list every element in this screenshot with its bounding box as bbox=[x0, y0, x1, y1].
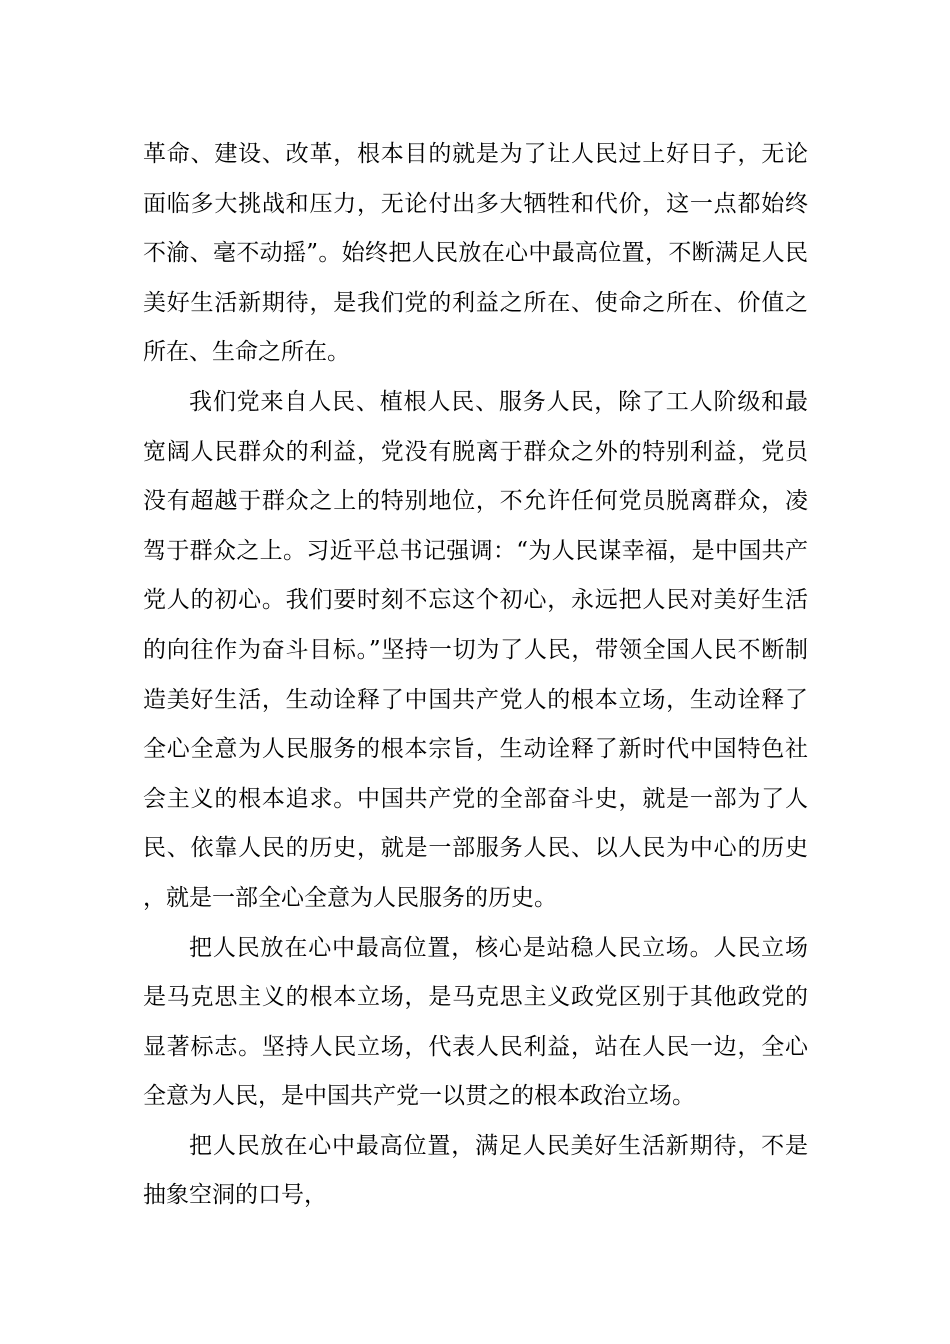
paragraph-4: 把人民放在心中最高位置，满足人民美好生活新期待，不是抽象空洞的口号， bbox=[143, 1132, 808, 1209]
paragraph-1: 革命、建设、改革，根本目的就是为了让人民过上好日子，无论面临多大挑战和压力，无论付出多大牺牲和代价，这一点都始终不渝、毫不动摇”。始终把人民放在心中最高位置，不断满足人民美好生活新期待，是我们党的利益之所在、使命之所在、价值之所在、生命之所在。 bbox=[143, 141, 808, 366]
paragraph-3: 把人民放在心中最高位置，核心是站稳人民立场。人民立场是马克思主义的根本立场，是马克思主义政党区别于其他政党的显著标志。坚持人民立场，代表人民利益，站在人民一边，全心全意为人民，是中国共产党一以贯之的根本政治立场。 bbox=[143, 934, 808, 1110]
document-body bbox=[143, 130, 808, 1221]
paragraph-2: 我们党来自人民、植根人民、服务人民，除了工人阶级和最宽阔人民群众的利益，党没有脱离于群众之外的特别利益，党员没有超越于群众之上的特别地位，不允许任何党员脱离群众，凌驾于群众之上。习近平总书记强调：“为人民谋幸福，是中国共产党人的初心。我们要时刻不忘这个初心，永远把人民对美好生活的向往作为奋斗目标。”坚持一切为了人民，带领全国人民不断制造美好生活，生动诠释了中国共产党人的根本立场，生动诠释了全心全意为人民服务的根本宗旨，生动诠释了新时代中国特色社会主义的根本追求。中国共产党的全部奋斗史，就是一部为了人民、依靠人民的历史，就是一部服务人民、以人民为中心的历史，就是一部全心全意为人民服务的历史。 bbox=[143, 388, 808, 911]
